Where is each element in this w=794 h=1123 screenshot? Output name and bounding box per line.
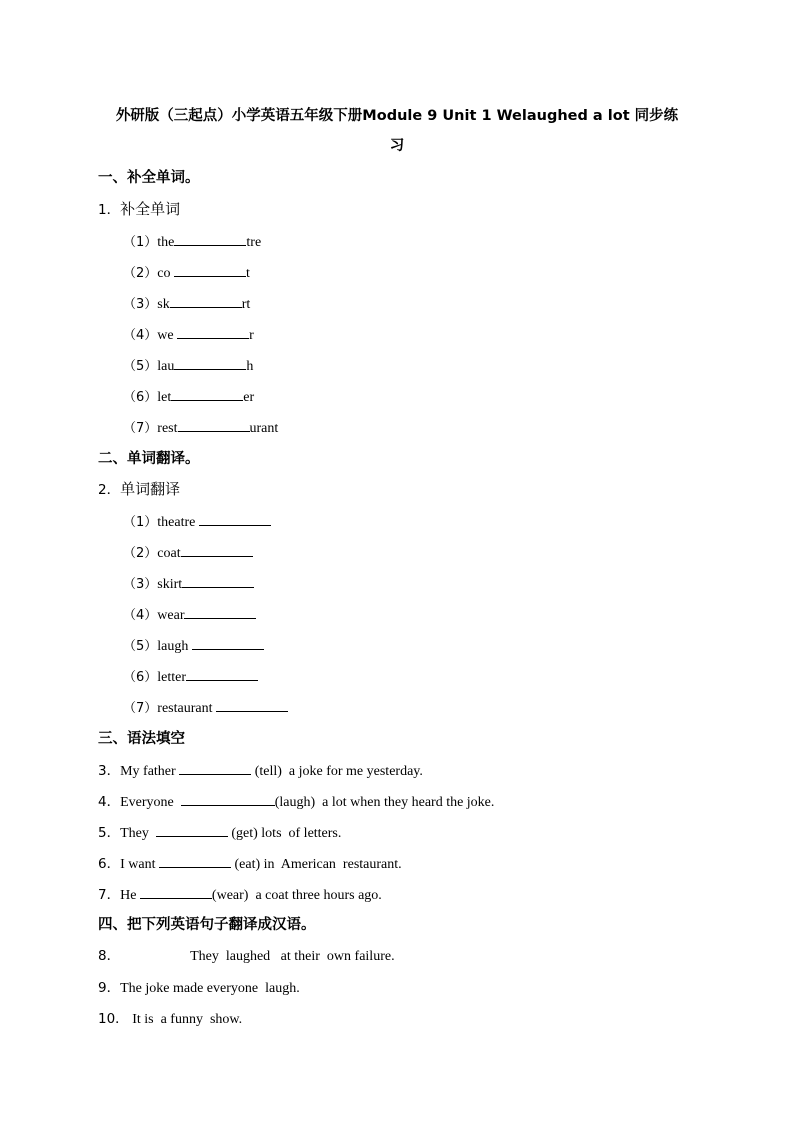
- fill-item-4: [123, 324, 254, 346]
- item-word: theatre: [157, 515, 199, 530]
- question-number: 9．: [98, 980, 121, 996]
- item-prefix: co: [157, 266, 174, 281]
- question-number: 6．: [98, 856, 121, 872]
- item-index: （5）: [123, 359, 158, 374]
- question-7: [98, 884, 382, 906]
- item-index: （3）: [123, 577, 158, 592]
- translate-item-2: [123, 542, 253, 564]
- question-sentence: They laughed at their own failure.: [190, 949, 395, 964]
- item-word: restaurant: [157, 701, 216, 716]
- question-text: 补全单词: [120, 200, 181, 218]
- question-suffix: (wear) a coat three hours ago.: [211, 888, 382, 903]
- section-3-heading: 三、语法填空: [98, 731, 185, 747]
- fill-item-3: [123, 293, 250, 315]
- item-index: （1）: [123, 515, 158, 530]
- item-prefix: the: [157, 235, 175, 250]
- translate-item-5: [123, 635, 264, 657]
- translate-item-6: [123, 666, 258, 688]
- answer-blank[interactable]: [170, 293, 242, 308]
- question-number: 1．: [98, 202, 121, 218]
- fill-item-1: [123, 231, 261, 253]
- item-word: coat: [157, 546, 181, 561]
- answer-blank[interactable]: [199, 511, 271, 526]
- answer-blank[interactable]: [174, 262, 246, 277]
- question-number: 8．: [98, 948, 121, 964]
- item-suffix: tre: [246, 235, 262, 250]
- translate-item-1: [123, 511, 271, 533]
- question-number: 7．: [98, 887, 121, 903]
- answer-blank[interactable]: [159, 853, 231, 868]
- answer-blank[interactable]: [181, 542, 253, 557]
- question-3: [98, 760, 423, 782]
- answer-blank[interactable]: [182, 573, 254, 588]
- item-index: （2）: [123, 266, 158, 281]
- item-suffix: er: [243, 390, 255, 405]
- section-1-heading: 一、补全单词。: [98, 170, 200, 186]
- section-2-heading: 二、单词翻译。: [98, 451, 200, 467]
- answer-blank[interactable]: [179, 760, 251, 775]
- translate-item-3: [123, 573, 254, 595]
- item-suffix: rt: [241, 297, 251, 312]
- answer-blank[interactable]: [177, 324, 249, 339]
- question-4: [98, 791, 494, 813]
- question-number: 2．: [98, 482, 121, 498]
- answer-blank[interactable]: [174, 355, 246, 370]
- item-prefix: let: [157, 390, 172, 405]
- answer-blank[interactable]: [216, 697, 288, 712]
- question-suffix: (eat) in American restaurant.: [230, 857, 402, 872]
- question-6: [98, 853, 402, 875]
- item-index: （6）: [123, 670, 158, 685]
- question-number: 5．: [98, 825, 121, 841]
- question-8: [98, 946, 395, 967]
- item-index: （3）: [123, 297, 158, 312]
- item-index: （2）: [123, 546, 158, 561]
- question-suffix: (laugh) a lot when they heard the joke.: [274, 795, 495, 810]
- fill-item-5: [123, 355, 253, 377]
- item-index: （4）: [123, 608, 158, 623]
- fill-item-7: [123, 417, 278, 439]
- translate-item-7: [123, 697, 288, 719]
- item-word: skirt: [157, 577, 183, 592]
- item-suffix: t: [246, 266, 250, 281]
- question-text: 单词翻译: [120, 480, 181, 498]
- item-word: wear: [157, 608, 185, 623]
- section-4-heading: 四、把下列英语句子翻译成汉语。: [98, 917, 316, 933]
- translate-item-4: [123, 604, 256, 626]
- page-title-continued: 习: [389, 138, 405, 154]
- question-suffix: (tell) a joke for me yesterday.: [251, 764, 423, 779]
- question-2: [98, 479, 180, 500]
- question-prefix: My father: [120, 764, 180, 779]
- answer-blank[interactable]: [186, 666, 258, 681]
- item-word: laugh: [157, 639, 192, 654]
- item-index: （6）: [123, 390, 158, 405]
- question-sentence: The joke made everyone laugh.: [120, 981, 300, 996]
- answer-blank[interactable]: [184, 604, 256, 619]
- answer-blank[interactable]: [156, 822, 228, 837]
- question-9: [98, 978, 300, 999]
- fill-item-2: [123, 262, 250, 284]
- fill-item-6: [123, 386, 254, 408]
- question-prefix: Everyone: [120, 795, 181, 810]
- item-index: （1）: [123, 235, 158, 250]
- item-index: （7）: [123, 421, 158, 436]
- item-prefix: we: [157, 328, 178, 343]
- question-5: [98, 822, 341, 844]
- answer-blank[interactable]: [140, 884, 212, 899]
- answer-blank[interactable]: [181, 791, 275, 806]
- item-suffix: h: [246, 359, 254, 374]
- question-suffix: (get) lots of letters.: [227, 826, 342, 841]
- question-number: 10．: [98, 1011, 129, 1027]
- answer-blank[interactable]: [174, 231, 246, 246]
- item-prefix: sk: [157, 297, 170, 312]
- question-10: [98, 1009, 242, 1030]
- item-suffix: urant: [249, 421, 279, 436]
- question-1: [98, 199, 180, 220]
- answer-blank[interactable]: [171, 386, 243, 401]
- item-index: （5）: [123, 639, 158, 654]
- item-suffix: r: [249, 328, 254, 343]
- question-prefix: They: [120, 826, 156, 841]
- question-sentence: It is a funny show.: [128, 1012, 243, 1027]
- item-prefix: lau: [157, 359, 175, 374]
- answer-blank[interactable]: [192, 635, 264, 650]
- question-prefix: I want: [120, 857, 159, 872]
- item-prefix: rest: [157, 421, 178, 436]
- item-index: （7）: [123, 701, 158, 716]
- question-number: 3．: [98, 763, 121, 779]
- question-prefix: He: [120, 888, 140, 903]
- item-index: （4）: [123, 328, 158, 343]
- answer-blank[interactable]: [178, 417, 250, 432]
- page-title: 外研版（三起点）小学英语五年级下册Module 9 Unit 1 Welaughed a lot 同步练: [115, 108, 679, 124]
- item-word: letter: [157, 670, 187, 685]
- question-number: 4．: [98, 794, 121, 810]
